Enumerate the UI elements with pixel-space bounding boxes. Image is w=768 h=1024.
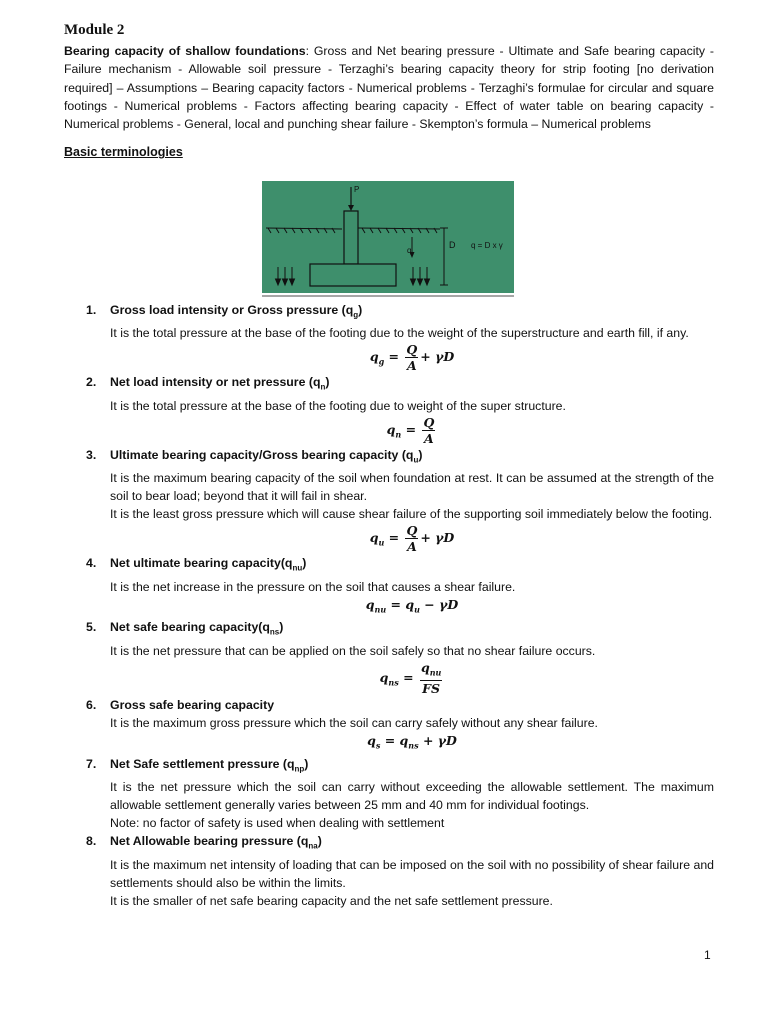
- load-label: P: [354, 185, 360, 194]
- item-number: 4.: [86, 556, 97, 571]
- footing-diagram: [262, 181, 514, 297]
- pressure-label: q: [407, 246, 412, 255]
- item-title: Gross safe bearing capacity: [110, 698, 275, 713]
- depth-label: D: [449, 240, 456, 250]
- item-text: It is the smaller of net safe bearing capacity and the net safe settlement pressure.: [110, 893, 553, 908]
- item-title: Gross load intensity or Gross pressure $(q_g)$: [110, 303, 363, 320]
- item-number: 1.: [86, 303, 97, 317]
- item-number: 6.: [86, 698, 97, 713]
- pressure-arrows-left: [276, 267, 295, 285]
- page-number: 1: [704, 948, 711, 962]
- formula: $q_{nu} = q_u - \gamma D$: [365, 596, 459, 615]
- item-number: 2.: [86, 375, 97, 390]
- formula: $q_{ns}$ = $\frac{q_{nu}}{FS}$: [379, 659, 442, 697]
- item-text: It is the least gross pressure which will cause shear failure of the supporting soil immediately below the footing.: [110, 507, 713, 522]
- item-text: It is the net pressure that can be applied on the soil safely so that no shear failure occurs.: [110, 643, 596, 658]
- syllabus-lead: Bearing capacity of shallow foundations: [64, 44, 306, 58]
- section-heading: Basic terminologies: [64, 145, 183, 160]
- item-title: Net load intensity or net pressure $(q_n)$: [110, 375, 330, 392]
- footing-figure: [262, 181, 514, 297]
- list-item: [64, 755, 714, 832]
- formula: $q_u$ = $\frac{Q}{A}$ + γD: [369, 523, 455, 555]
- list-item: [64, 618, 714, 696]
- list-item: [64, 373, 714, 445]
- item-text: It is the total pressure at the base of the footing due to the weight of the superstructure and earth fill, if any.: [110, 326, 689, 341]
- terminology-list: [64, 301, 714, 910]
- item-title: Ultimate bearing capacity/Gross bearing capacity $(q_u)$: [110, 447, 423, 465]
- item-title: Net Safe settlement pressure $(q_{np})$: [110, 756, 309, 774]
- syllabus-paragraph: [64, 42, 714, 133]
- module-title: Module 2: [64, 22, 125, 38]
- item-title: Net Allowable bearing pressure $(q_{na})$: [110, 834, 322, 851]
- footing-base: [310, 264, 396, 286]
- item-title: Net safe bearing $capacity(q_{ns})$: [110, 620, 284, 637]
- item-text: It is the maximum gross pressure which the soil can carry safely without any shear failure.: [110, 716, 598, 731]
- list-item: [64, 696, 714, 755]
- item-number: 3.: [86, 447, 97, 462]
- column: [344, 211, 358, 264]
- item-text: Note: no factor of safety is used when dealing with settlement: [110, 816, 445, 831]
- pressure-arrows-right: [411, 267, 430, 285]
- item-number: 7.: [86, 756, 97, 771]
- document-page: [64, 22, 714, 908]
- formula: $q_g$ = $\frac{Q}{A}$ + γD: [369, 342, 455, 374]
- formula: $q_s = q_{ns} + \gamma D$: [367, 733, 457, 751]
- item-text: It is the maximum bearing capacity of the soil when foundation at rest. It can be assumed at the strength of the soil to bear load; beyond that it will fail in shear.: [110, 471, 714, 504]
- formula: $q_n$ = $\frac{Q}{A}$: [386, 414, 435, 446]
- list-item: [64, 554, 714, 618]
- item-number: 8.: [86, 834, 97, 849]
- syllabus-text: : Gross and Net bearing pressure - Ultimate and Safe bearing capacity - Failure mechanism - Allowable soil pressure - Terzaghi’s bearing capacity theory for strip footing [no derivation required] – Assumptions – Bearing capacity factors - Numerical problems - Terzaghi’s formulae for circular and square footings - Numerical problems - Factors affecting bearing capacity - Effect of water table on bearing capacity - Numerical problems - General, local and punching shear failure - Skempton’s formula – Numerical problems: [64, 44, 714, 132]
- overburden-label: q = D x γ: [471, 241, 503, 250]
- list-item: [64, 832, 714, 909]
- item-title: Net ultimate bearing $capacity(q_{nu})$: [110, 556, 307, 573]
- item-number: 5.: [86, 620, 97, 635]
- item-text: It is the net pressure which the soil can carry without exceeding the allowable settlement. The maximum allowable settlement generally varies between 25 mm and 40 mm for individual footings.: [110, 780, 714, 813]
- item-text: It is the total pressure at the base of the footing due to weight of the super structure.: [110, 398, 566, 413]
- list-item: [64, 446, 714, 554]
- list-item: [64, 301, 714, 373]
- item-text: It is the net increase in the pressure on the soil that causes a shear failure.: [110, 579, 516, 594]
- item-text: It is the maximum net intensity of loading that can be imposed on the soil with no possibility of shear failure and settlements should also be within the limits.: [110, 857, 714, 890]
